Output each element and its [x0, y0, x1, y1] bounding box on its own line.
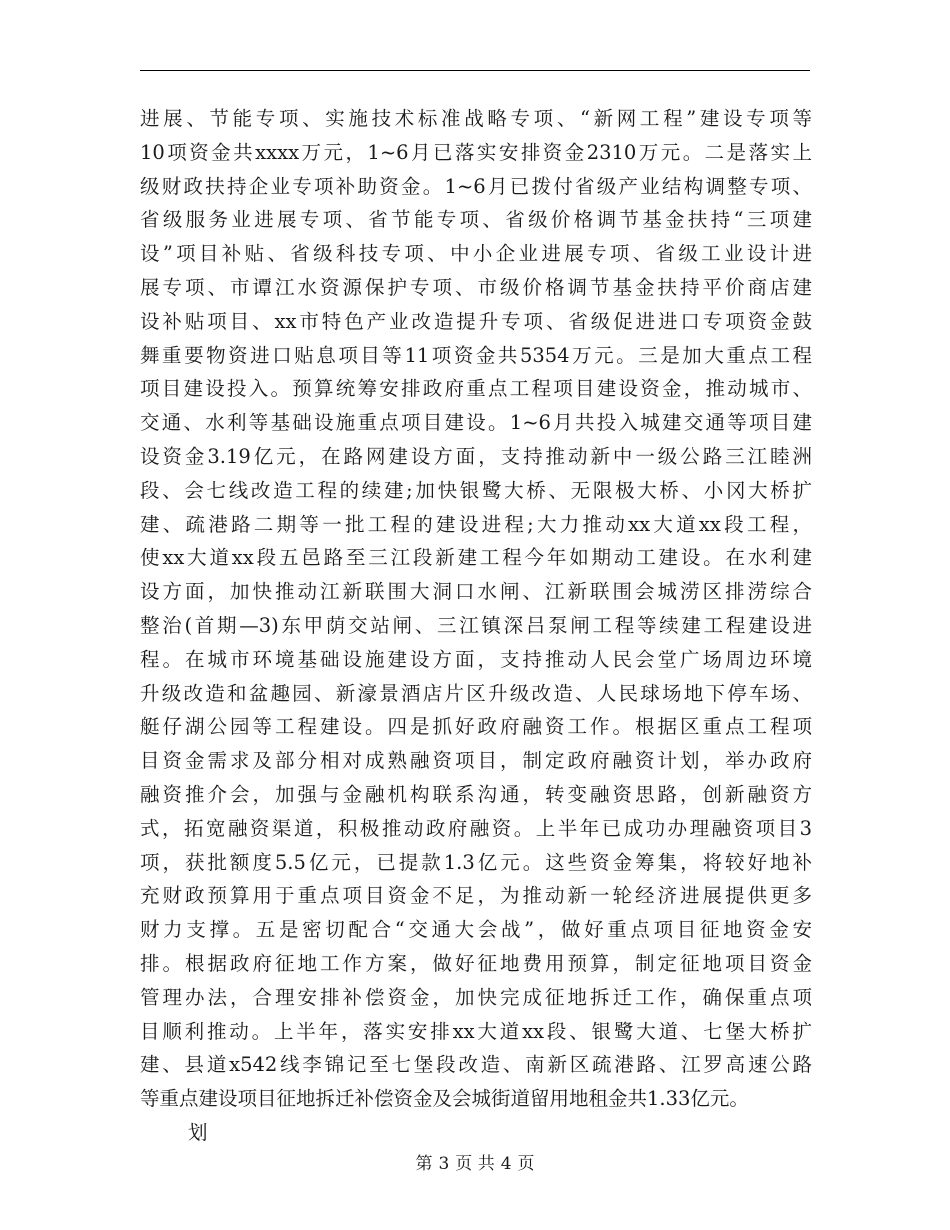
text-line: 级财政扶持企业专项补助资金。1~6月已拨付省级产业结构调整专项、 — [140, 174, 812, 198]
body-text — [140, 102, 812, 1150]
text-line: 设”项目补贴、省级科技专项、中小企业进展专项、省级工业设计进 — [140, 242, 812, 266]
text-line: 设资金3.19亿元，在路网建设方面，支持推动新中一级公路三江睦洲 — [140, 444, 812, 468]
text-line: 10项资金共xxxx万元，1~6月已落实安排资金2310万元。二是落实上 — [140, 140, 812, 164]
text-line: 融资推介会，加强与金融机构联系沟通，转变融资思路，创新融资方 — [140, 782, 812, 806]
text-line: 财力支撑。五是密切配合“交通大会战”，做好重点项目征地资金安 — [140, 918, 812, 942]
text-line: 舞重要物资进口贴息项目等11项资金共5354万元。三是加大重点工程 — [140, 343, 812, 367]
text-line: 升级改造和盆趣园、新濠景酒店片区升级改造、人民球场地下停车场、 — [140, 681, 812, 705]
text-line: 艇仔湖公园等工程建设。四是抓好政府融资工作。根据区重点工程项 — [140, 715, 812, 739]
text-line: 程。在城市环境基础设施建设方面，支持推动人民会堂广场周边环境 — [140, 647, 812, 671]
text-line: 目资金需求及部分相对成熟融资项目，制定政府融资计划，举办政府 — [140, 749, 812, 773]
text-line: 使xx大道xx段五邑路至三江段新建工程今年如期动工建设。在水利建 — [140, 546, 812, 570]
text-line: 整治(首期—3)东甲荫交站闸、三江镇深吕泵闸工程等续建工程建设进 — [140, 613, 812, 637]
text-line: 设方面，加快推动江新联围大洞口水闸、江新联围会城涝区排涝综合 — [140, 580, 812, 604]
current-page-number: 3 — [438, 1154, 450, 1174]
text-line: 等重点建设项目征地拆迁补偿资金及会城街道留用地租金共1.33亿元。 — [140, 1087, 749, 1111]
page-label-mid: 页 共 — [455, 1154, 495, 1174]
text-line: 省级服务业进展专项、省节能专项、省级价格调节基金扶持“三项建 — [140, 208, 812, 232]
text-line: 目顺利推动。上半年，落实安排xx大道xx段、银鹭大道、七堡大桥扩 — [140, 1019, 812, 1043]
text-line: 建、县道x542线李锦记至七堡段改造、南新区疏港路、江罗高速公路 — [140, 1053, 812, 1077]
text-line: 建、疏港路二期等一批工程的建设进程;大力推动xx大道xx段工程， — [140, 512, 812, 536]
text-line: 展专项、市谭江水资源保护专项、市级价格调节基金扶持平价商店建 — [140, 275, 812, 299]
text-line: 项，获批额度5.5亿元，已提款1.3亿元。这些资金筹集，将较好地补 — [140, 850, 812, 874]
total-pages-number: 4 — [500, 1154, 512, 1174]
text-line: 管理办法，合理安排补偿资金，加快完成征地拆迁工作，确保重点项 — [140, 985, 812, 1009]
page-label-prefix: 第 — [415, 1154, 433, 1174]
text-line: 进展、节能专项、实施技术标准战略专项、“新网工程”建设专项等 — [140, 107, 812, 130]
text-line: 排。根据政府征地工作方案，做好征地费用预算，制定征地项目资金 — [140, 951, 812, 975]
page-footer — [0, 1152, 950, 1176]
text-line: 式，拓宽融资渠道，积极推动政府融资。上半年已成功办理融资项目3 — [140, 816, 812, 840]
header-rule — [140, 70, 810, 71]
text-line: 项目建设投入。预算统筹安排政府重点工程项目建设资金，推动城市、 — [140, 377, 812, 401]
text-line: 交通、水利等基础设施重点项目建设。1~6月共投入城建交通等项目建 — [140, 411, 812, 435]
text-line: 设补贴项目、xx市特色产业改造提升专项、省级促进进口专项资金鼓 — [140, 309, 812, 333]
text-line: 充财政预算用于重点项目资金不足，为推动新一轮经济进展提供更多 — [140, 884, 812, 908]
text-line: 段、会七线改造工程的续建;加快银鹭大桥、无限极大桥、小冈大桥扩 — [140, 478, 812, 502]
page-label-suffix: 页 — [517, 1154, 535, 1174]
trailing-line: 划 — [188, 1120, 208, 1144]
